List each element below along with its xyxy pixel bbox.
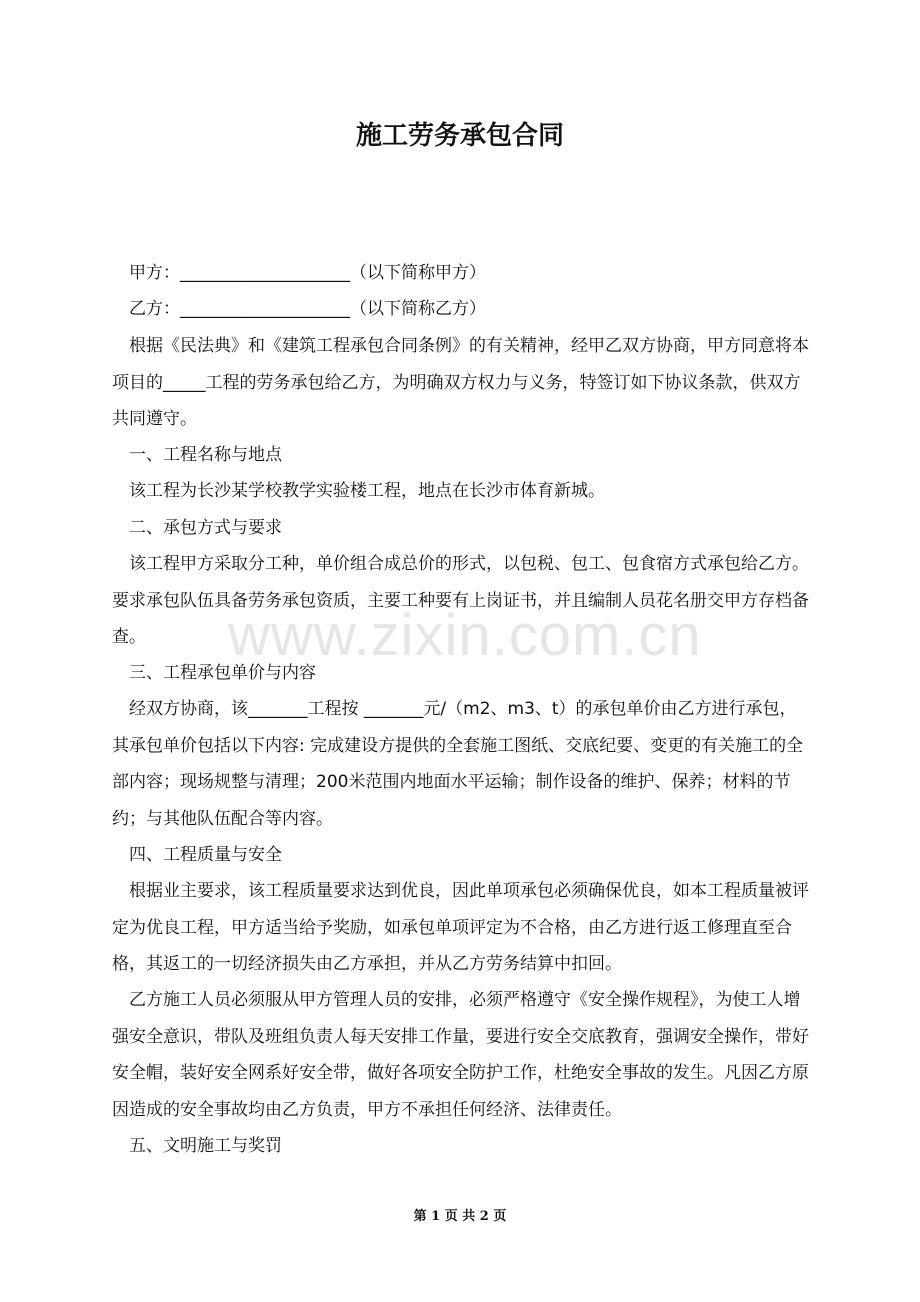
party-a-line: 甲方：____________________（以下简称甲方） [129, 263, 486, 283]
page-number-footer: 第 1 页 共 2 页 [413, 1209, 507, 1224]
section-heading-4: 四、工程质量与安全 [129, 845, 282, 865]
section-1-body: 该工程为长沙某学校教学实验楼工程，地点在长沙市体育新城。 [129, 481, 605, 501]
party-b-line: 乙方：____________________（以下简称乙方） [129, 299, 486, 319]
watermark: www.zixin.com.cn [228, 603, 702, 668]
section-3-body: 经双方协商，该_______工程按 _______元/（m2、m3、t）的承包单价由乙方进行承包，其承包单价包括以下内容: 完成建设方提供的全套施工图纸、交底纪要、变更的有关施工的全部内容；现场规整与清理；200米范围内地面水平运输；制作设备的维护、保养；材料的节约；与其他队伍配合等内容。 [112, 699, 804, 829]
section-4-body-quality: 根据业主要求，该工程质量要求达到优良，因此单项承包必须确保优良，如本工程质量被评定为优良工程，甲方适当给予奖励，如承包单项评定为不合格，由乙方进行返工修理直至合格，其返工的一切经济损失由乙方承担，并从乙方劳务结算中扣回。 [112, 881, 809, 974]
section-2-body: 该工程甲方采取分工种，单价组合成总价的形式，以包税、包工、包食宿方式承包给乙方。要求承包队伍具备劳务承包资质，主要工种要有上岗证书，并且编制人员花名册交甲方存档备查。 [112, 554, 809, 647]
intro-paragraph: 根据《民法典》和《建筑工程承包合同条例》的有关精神，经甲乙双方协商，甲方同意将本项目的_____工程的劳务承包给乙方，为明确双方权力与义务，特签订如下协议条款，供双方共同遵守。 [112, 336, 809, 429]
section-heading-2: 二、承包方式与要求 [129, 518, 282, 538]
section-heading-3: 三、工程承包单价与内容 [129, 663, 316, 683]
section-heading-5: 五、文明施工与奖罚 [129, 1136, 282, 1156]
document-title: 施工劳务承包合同 [355, 121, 564, 151]
section-4-body-safety: 乙方施工人员必须服从甲方管理人员的安排，必须严格遵守《安全操作规程》，为使工人增强安全意识，带队及班组负责人每天安排工作量，要进行安全交底教育，强调安全操作，带好安全帽，装好安全网系好安全带，做好各项安全防护工作，杜绝安全事故的发生。凡因乙方原因造成的安全事故均由乙方负责，甲方不承担任何经济、法律责任。 [112, 990, 809, 1120]
section-heading-1: 一、工程名称与地点 [129, 445, 282, 465]
